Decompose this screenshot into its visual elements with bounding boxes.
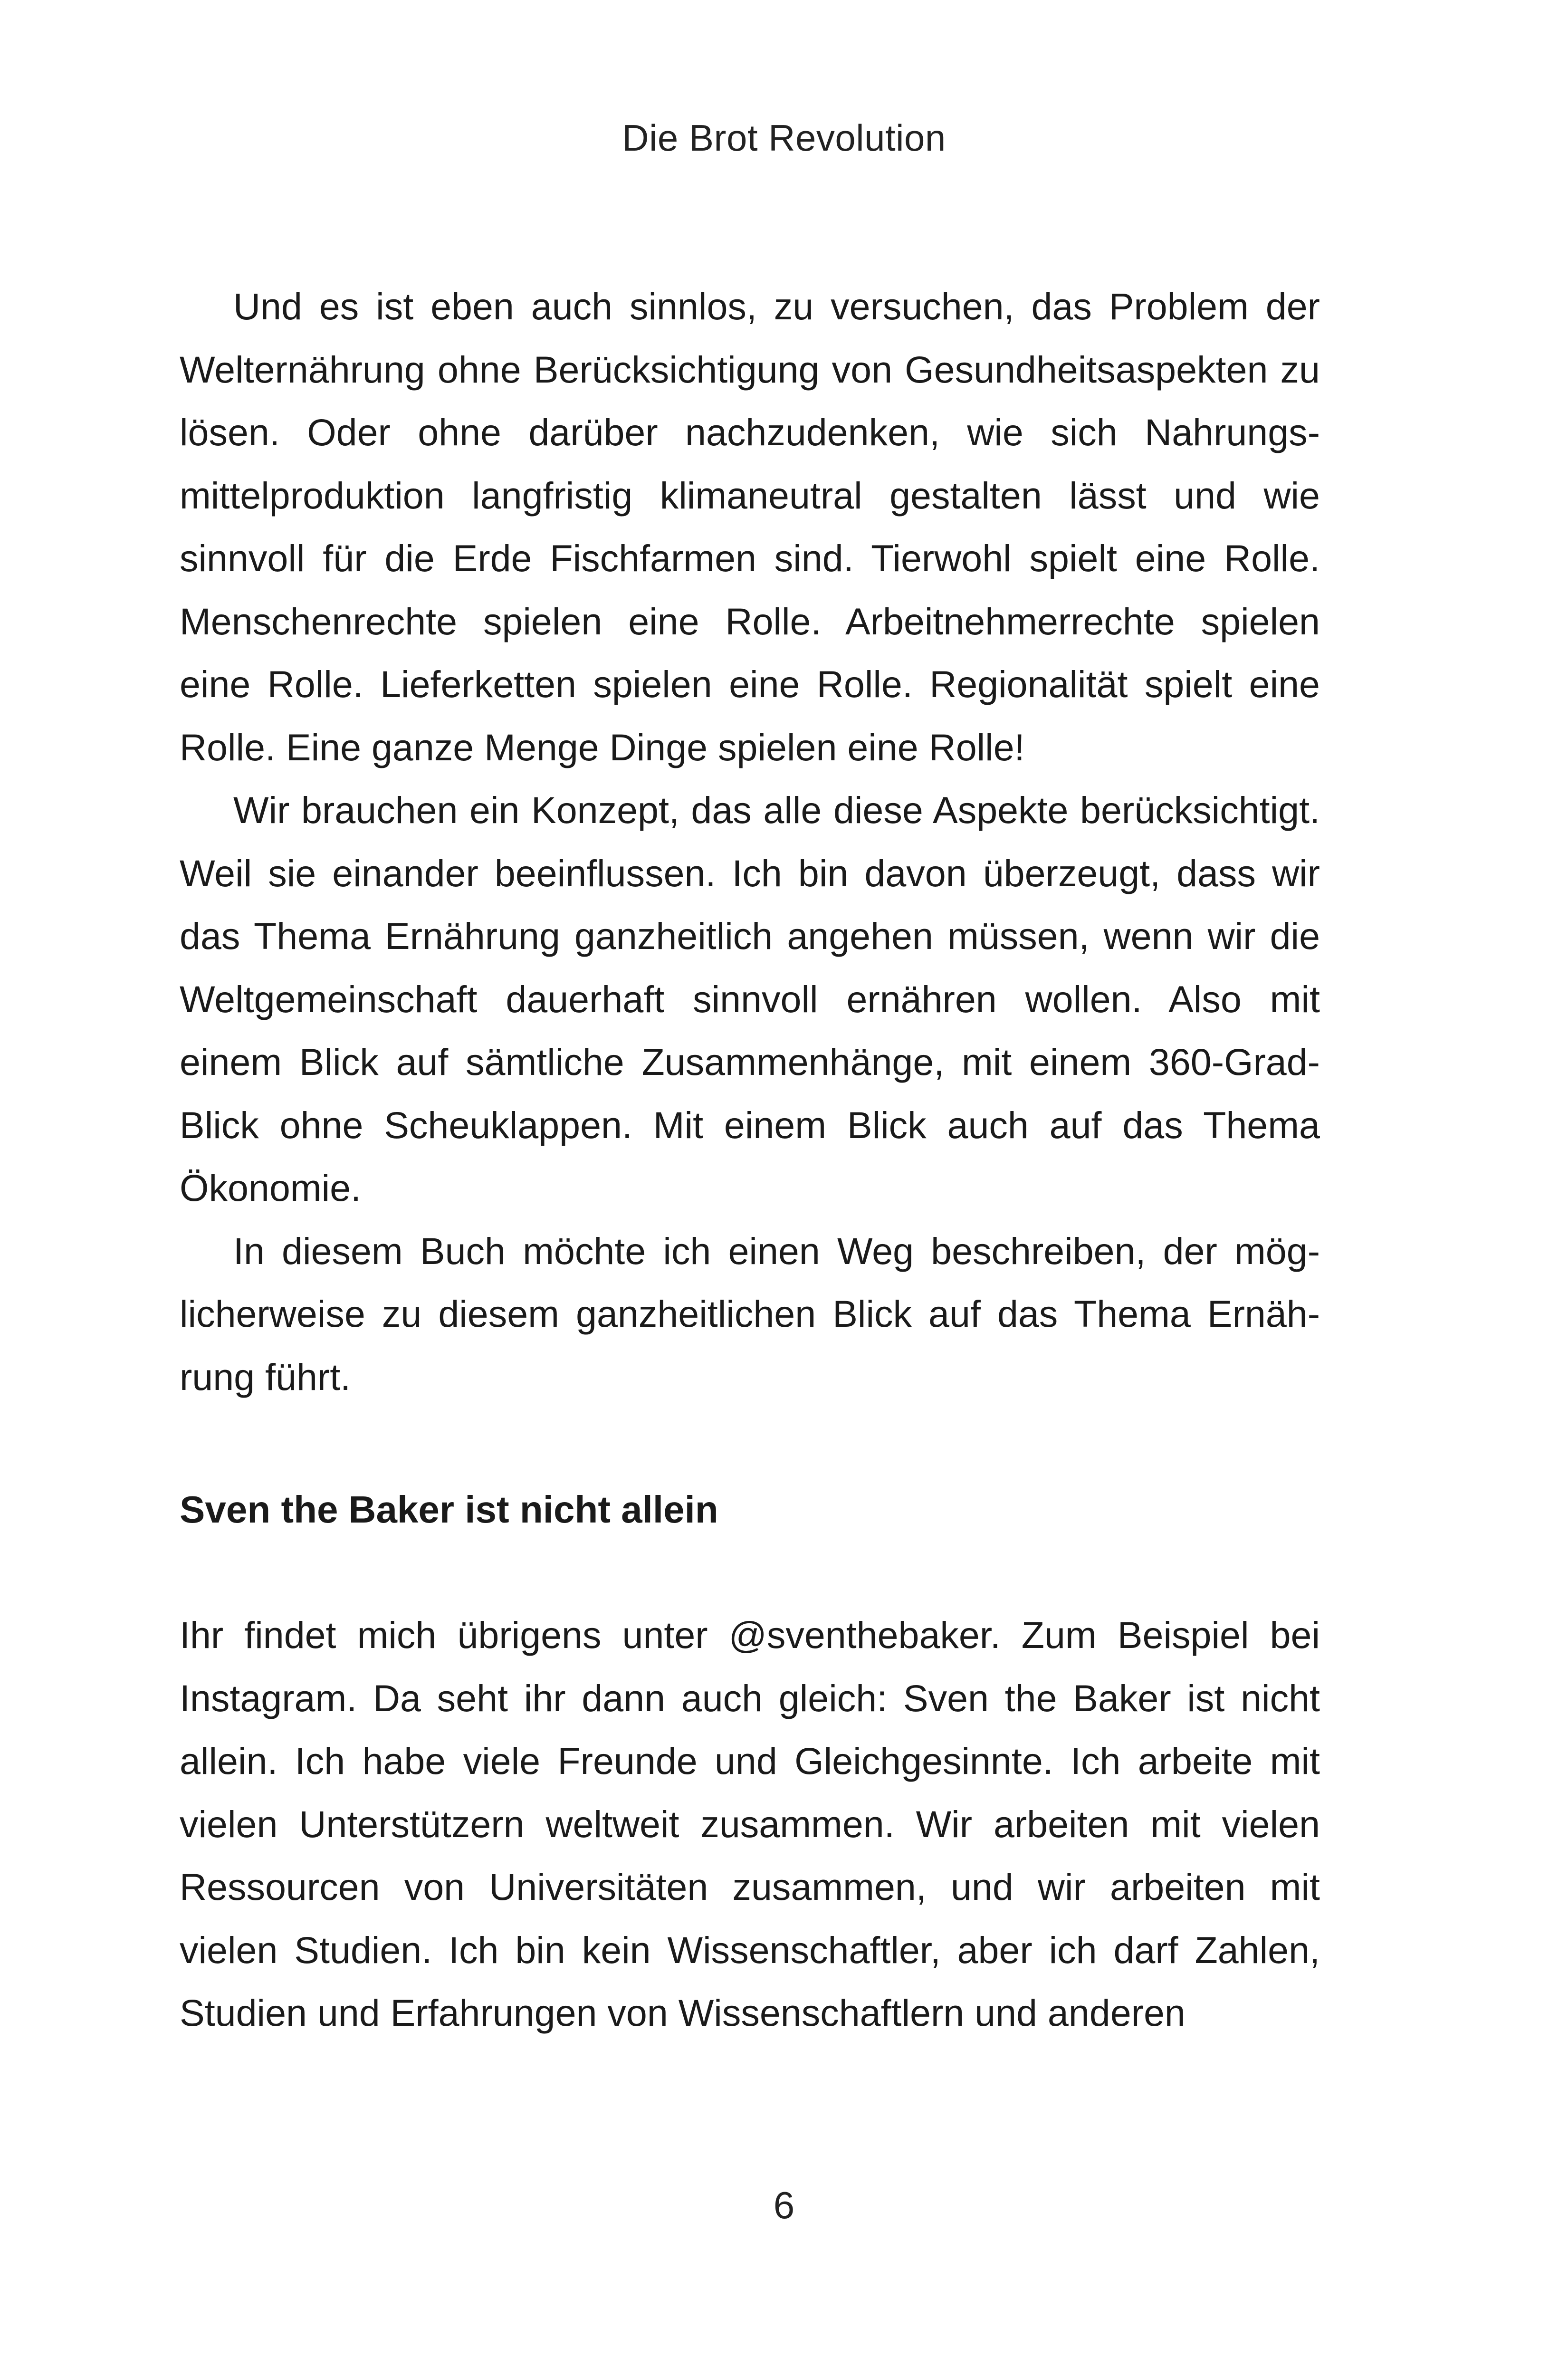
paragraph: Und es ist eben auch sinnlos, zu versuchen, das Problem der Welternährung ohne Berücksichtigung von Gesundheitsaspekten zu lösen. Oder ohne darüber nachzudenken, wie sich Nahrungsmittelproduktion langfristig klimaneutral gestalten lässt und wie sinnvoll für die Erde Fischfarmen sind. Tierwohl spielt eine Rolle. Menschenrechte spielen eine Rolle. Arbeitnehmerrechte spielen eine Rolle. Lieferketten spielen eine Rolle. Regionalität spielt eine Rolle. Eine ganze Menge Dinge spielen eine Rolle! xyxy=(180,285,1320,768)
main-text-block xyxy=(180,275,1320,1408)
paragraph: Wir brauchen ein Konzept, das alle diese Aspekte berücksichtigt. Weil sie einander beeinflussen. Ich bin davon überzeugt, dass wir das Thema Ernährung ganzheitlich angehen müssen, wenn wir die Weltgemeinschaft dauerhaft sinnvoll ernähren wollen. Also mit einem Blick auf sämtliche Zusammenhänge, mit einem 360-Grad-Blick ohne Scheuklappen. Mit einem Blick auch auf das Thema Ökonomie. xyxy=(180,789,1320,1209)
page-number: 6 xyxy=(773,2184,795,2226)
section-text-block xyxy=(180,1604,1320,2045)
running-header-title: Die Brot Revolution xyxy=(622,117,946,159)
paragraph: Ihr findet mich übrigens unter @sventhebaker. Zum Beispiel bei Instagram. Da seht ihr dann auch gleich: Sven the Baker ist nicht allein. Ich habe viele Freunde und Gleichgesinnte. Ich arbeite mit vielen Unterstützern weltweit zusammen. Wir arbeiten mit vielen Ressourcen von Universitäten zusammen, und wir arbeiten mit vielen Studien. Ich bin kein Wissenschaftler, aber ich darf Zahlen, Studien und Erfahrungen von Wissenschaftlern und anderen xyxy=(180,1614,1320,2034)
paragraph: In diesem Buch möchte ich einen Weg beschreiben, der möglicherweise zu diesem ganzheitlichen Blick auf das Thema Ernährung führt. xyxy=(180,1229,1320,1398)
section-heading: Sven the Baker ist nicht allein xyxy=(180,1488,718,1531)
